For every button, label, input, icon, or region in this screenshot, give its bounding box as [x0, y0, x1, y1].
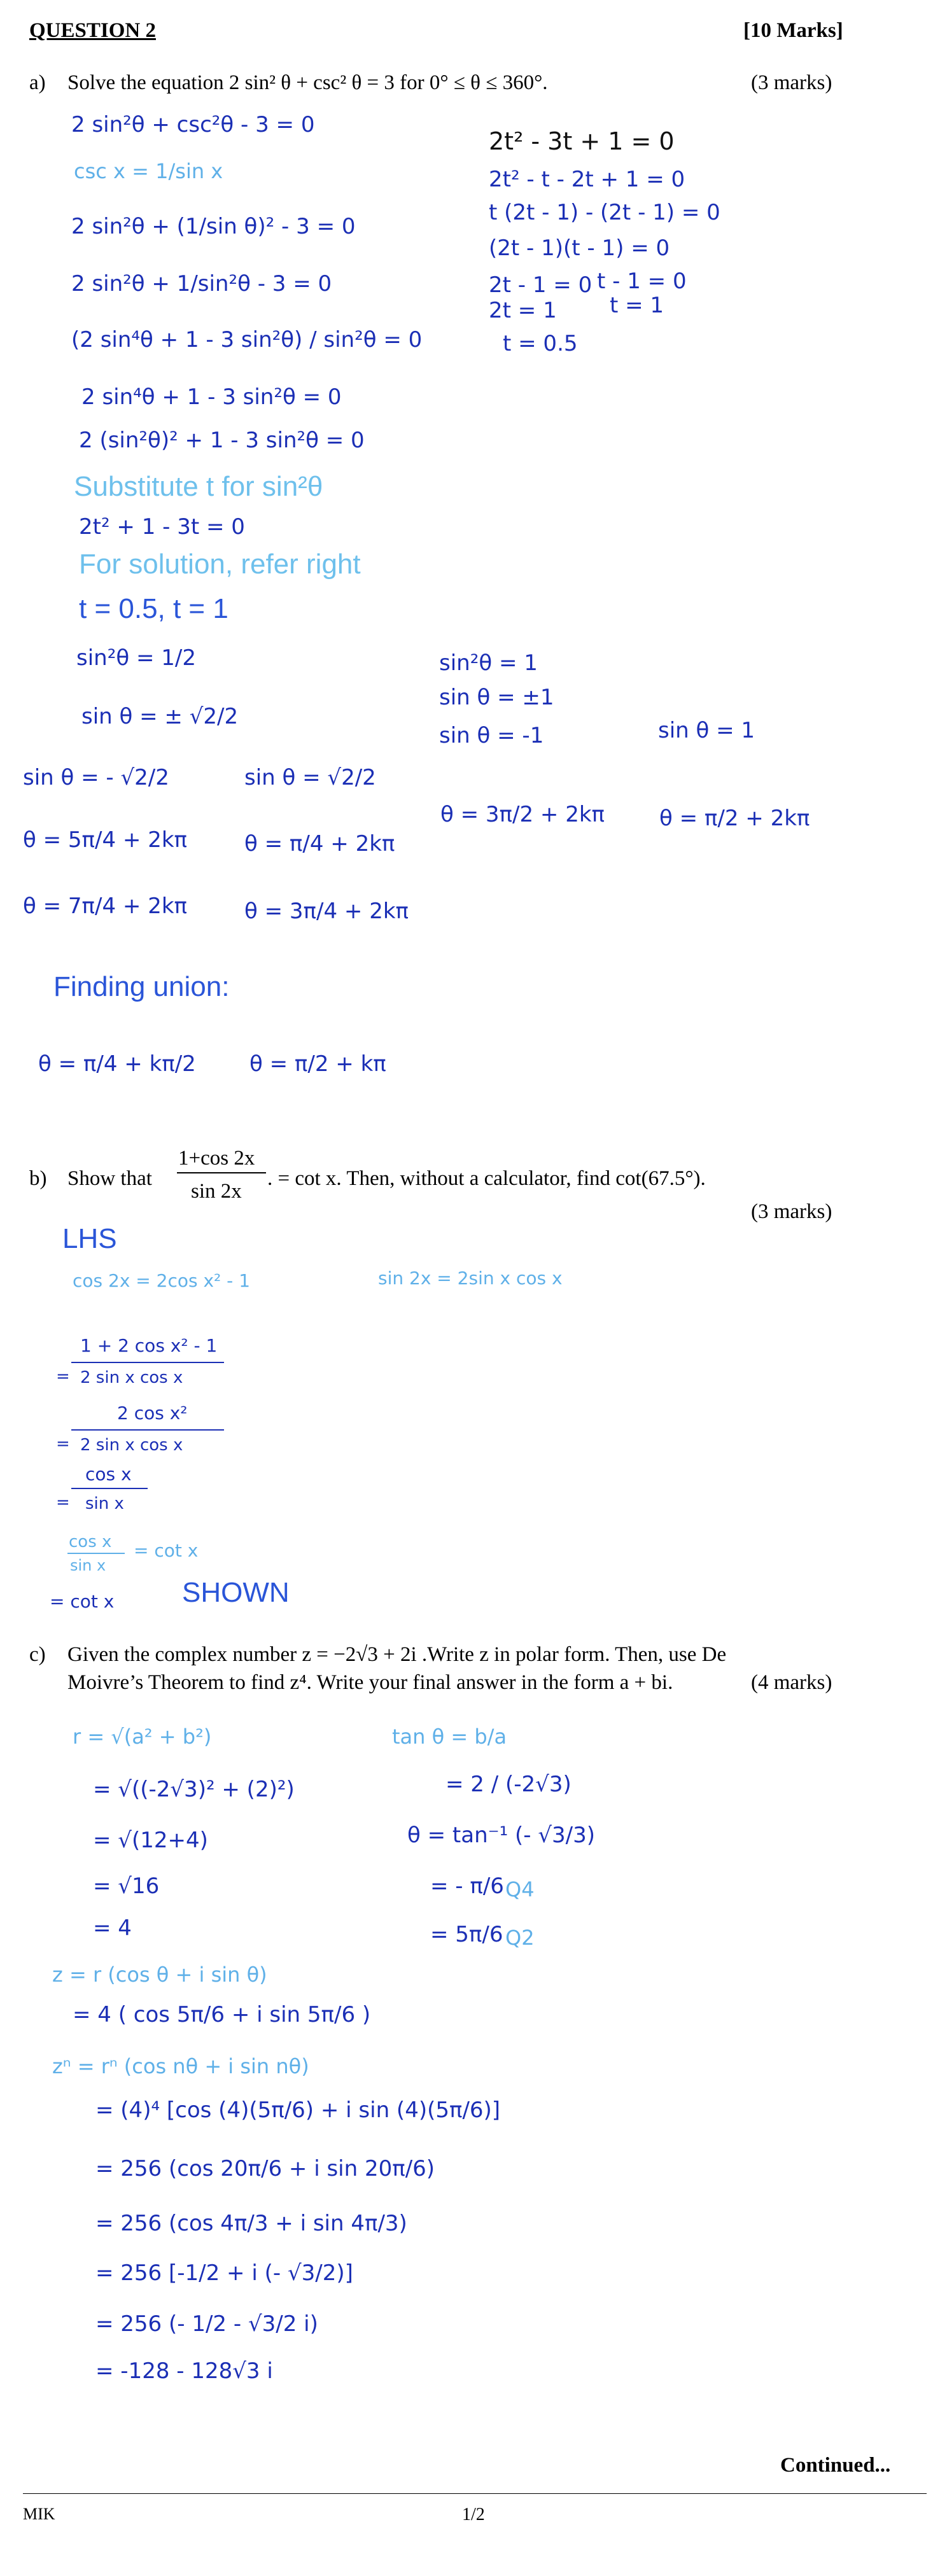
part-b-fraction-denominator: sin 2x [191, 1180, 242, 1203]
theta-line: = - π/6 [430, 1873, 504, 1899]
side-work-line: 2t = 1 [489, 298, 557, 323]
shown-label: SHOWN [182, 1577, 290, 1608]
step-denominator: 2 sin x cos x [80, 1436, 183, 1455]
question-title: QUESTION 2 [29, 19, 156, 42]
substitute-note: Substitute t for sin²θ [74, 471, 323, 502]
case-line: sin²θ = 1 [439, 650, 538, 676]
part-a-marks: (3 marks) [751, 71, 832, 94]
r-line: = √((-2√3)² + (2)²) [93, 1777, 295, 1802]
equals-sign: = [56, 1367, 70, 1386]
solution-line: θ = 3π/4 + 2kπ [244, 899, 409, 924]
work-line: 2 sin²θ + 1/sin²θ - 3 = 0 [71, 271, 332, 297]
step-numerator: 2 cos x² [117, 1403, 188, 1424]
union-line: θ = π/2 + kπ [249, 1051, 386, 1077]
case-line: sin θ = - √2/2 [23, 765, 169, 790]
work-line: (2 sin⁴θ + 1 - 3 sin²θ) / sin²θ = 0 [71, 327, 423, 353]
equals-sign: = [56, 1434, 70, 1453]
solution-line: θ = 7π/4 + 2kπ [23, 893, 187, 919]
demoivre-definition: zⁿ = rⁿ (cos nθ + i sin nθ) [52, 2054, 309, 2078]
page-number: 1/2 [462, 2505, 485, 2524]
work-line: 2 sin²θ + (1/sin θ)² - 3 = 0 [71, 214, 356, 239]
note-numerator: cos x [69, 1532, 112, 1551]
step-denominator: sin x [85, 1494, 124, 1513]
footer-initials: MIK [23, 2505, 55, 2523]
part-a-label: a) [29, 71, 46, 94]
theta-line: tan θ = b/a [392, 1725, 507, 1749]
solution-line: θ = 5π/4 + 2kπ [23, 827, 187, 853]
side-work-line: (2t - 1)(t - 1) = 0 [489, 235, 670, 261]
theta-line: θ = tan⁻¹ (- √3/3) [407, 1823, 595, 1848]
step-numerator: cos x [85, 1464, 132, 1485]
work-line: 2 sin²θ + csc²θ - 3 = 0 [71, 112, 315, 137]
solution-line: θ = π/4 + 2kπ [244, 831, 395, 857]
note-rhs: = cot x [134, 1540, 199, 1561]
solution-line: θ = 3π/2 + 2kπ [440, 802, 605, 827]
case-line: sin θ = -1 [439, 723, 544, 748]
part-c-label: c) [29, 1643, 46, 1666]
work-line: csc x = 1/sin x [74, 159, 223, 183]
step-numerator: 1 + 2 cos x² - 1 [80, 1335, 218, 1356]
work-line: 2 (sin²θ)² + 1 - 3 sin²θ = 0 [79, 428, 365, 453]
identity-note: sin 2x = 2sin x cos x [378, 1268, 563, 1289]
r-line: r = √(a² + b²) [73, 1725, 212, 1749]
demoivre-line: = (4)⁴ [cos (4)(5π/6) + i sin (4)(5π/6)] [95, 2097, 501, 2123]
side-work-line: t - 1 = 0 [597, 269, 687, 294]
t-values: t = 0.5, t = 1 [79, 593, 228, 624]
note-denominator: sin x [70, 1557, 106, 1574]
identity-note: cos 2x = 2cos x² - 1 [73, 1270, 251, 1291]
part-c-question-line2: Moivre’s Theorem to find z⁴. Write your final answer in the form a + bi. [67, 1671, 673, 1694]
union-line: θ = π/4 + kπ/2 [38, 1051, 196, 1077]
question-marks: [10 Marks] [743, 19, 843, 42]
demoivre-line: = 256 [-1/2 + i (- √3/2)] [95, 2260, 353, 2286]
side-work-line: 2t² - 3t + 1 = 0 [489, 127, 675, 155]
work-line: 2t² + 1 - 3t = 0 [79, 514, 245, 540]
case-line: sin θ = 1 [658, 718, 755, 743]
part-b-question-post: . = cot x. Then, without a calculator, find cot(67.5°). [267, 1167, 706, 1190]
part-c-marks: (4 marks) [751, 1671, 832, 1694]
r-line: = 4 [93, 1915, 132, 1941]
solution-line: θ = π/2 + 2kπ [659, 806, 810, 831]
part-b-label: b) [29, 1167, 47, 1190]
demoivre-line: = 256 (cos 4π/3 + i sin 4π/3) [95, 2211, 407, 2236]
r-line: = √16 [93, 1873, 160, 1899]
step-denominator: 2 sin x cos x [80, 1368, 183, 1387]
case-line: sin θ = ± √2/2 [81, 704, 239, 729]
footer-divider [23, 2493, 927, 2494]
step-fraction-bar [71, 1429, 224, 1431]
demoivre-line: = 256 (- 1/2 - √3/2 i) [95, 2311, 318, 2337]
polar-form: = 4 ( cos 5π/6 + i sin 5π/6 ) [73, 2002, 371, 2027]
part-b-question-pre: Show that [67, 1167, 152, 1190]
case-line: sin²θ = 1/2 [76, 645, 196, 671]
part-c-question-line1: Given the complex number z = −2√3 + 2i .Write z in polar form. Then, use De [67, 1643, 727, 1666]
case-line: sin θ = √2/2 [244, 765, 376, 790]
side-work-line: t = 0.5 [503, 331, 578, 356]
r-line: = √(12+4) [93, 1828, 208, 1853]
demoivre-line: = 256 (cos 20π/6 + i sin 20π/6) [95, 2156, 435, 2181]
part-b-fraction-numerator: 1+cos 2x [178, 1147, 255, 1170]
side-work-line: 2t - 1 = 0 [489, 272, 593, 298]
demoivre-line: = -128 - 128√3 i [95, 2358, 273, 2384]
final-line: = cot x [50, 1591, 115, 1612]
polar-definition: z = r (cos θ + i sin θ) [52, 1963, 267, 1987]
theta-line: = 2 / (-2√3) [445, 1772, 572, 1797]
side-work-line: 2t² - t - 2t + 1 = 0 [489, 167, 685, 192]
part-a-question: Solve the equation 2 sin² θ + csc² θ = 3 for 0° ≤ θ ≤ 360°. [67, 71, 548, 94]
quadrant-label: Q2 [505, 1926, 535, 1950]
side-work-line: t (2t - 1) - (2t - 1) = 0 [489, 200, 720, 225]
quadrant-label: Q4 [505, 1877, 535, 1901]
side-work-line: t = 1 [610, 293, 664, 318]
work-line: 2 sin⁴θ + 1 - 3 sin²θ = 0 [81, 384, 342, 410]
refer-note: For solution, refer right [79, 549, 361, 580]
case-line: sin θ = ±1 [439, 685, 554, 710]
equals-sign: = [56, 1493, 70, 1512]
fraction-bar [177, 1172, 266, 1173]
note-fraction-bar [67, 1553, 125, 1554]
step-fraction-bar [71, 1488, 148, 1489]
continued-label: Continued... [780, 2454, 891, 2477]
step-fraction-bar [71, 1362, 224, 1363]
part-b-marks: (3 marks) [751, 1200, 832, 1223]
union-title: Finding union: [53, 971, 230, 1002]
theta-line: = 5π/6 [430, 1922, 503, 1947]
lhs-label: LHS [62, 1223, 117, 1254]
